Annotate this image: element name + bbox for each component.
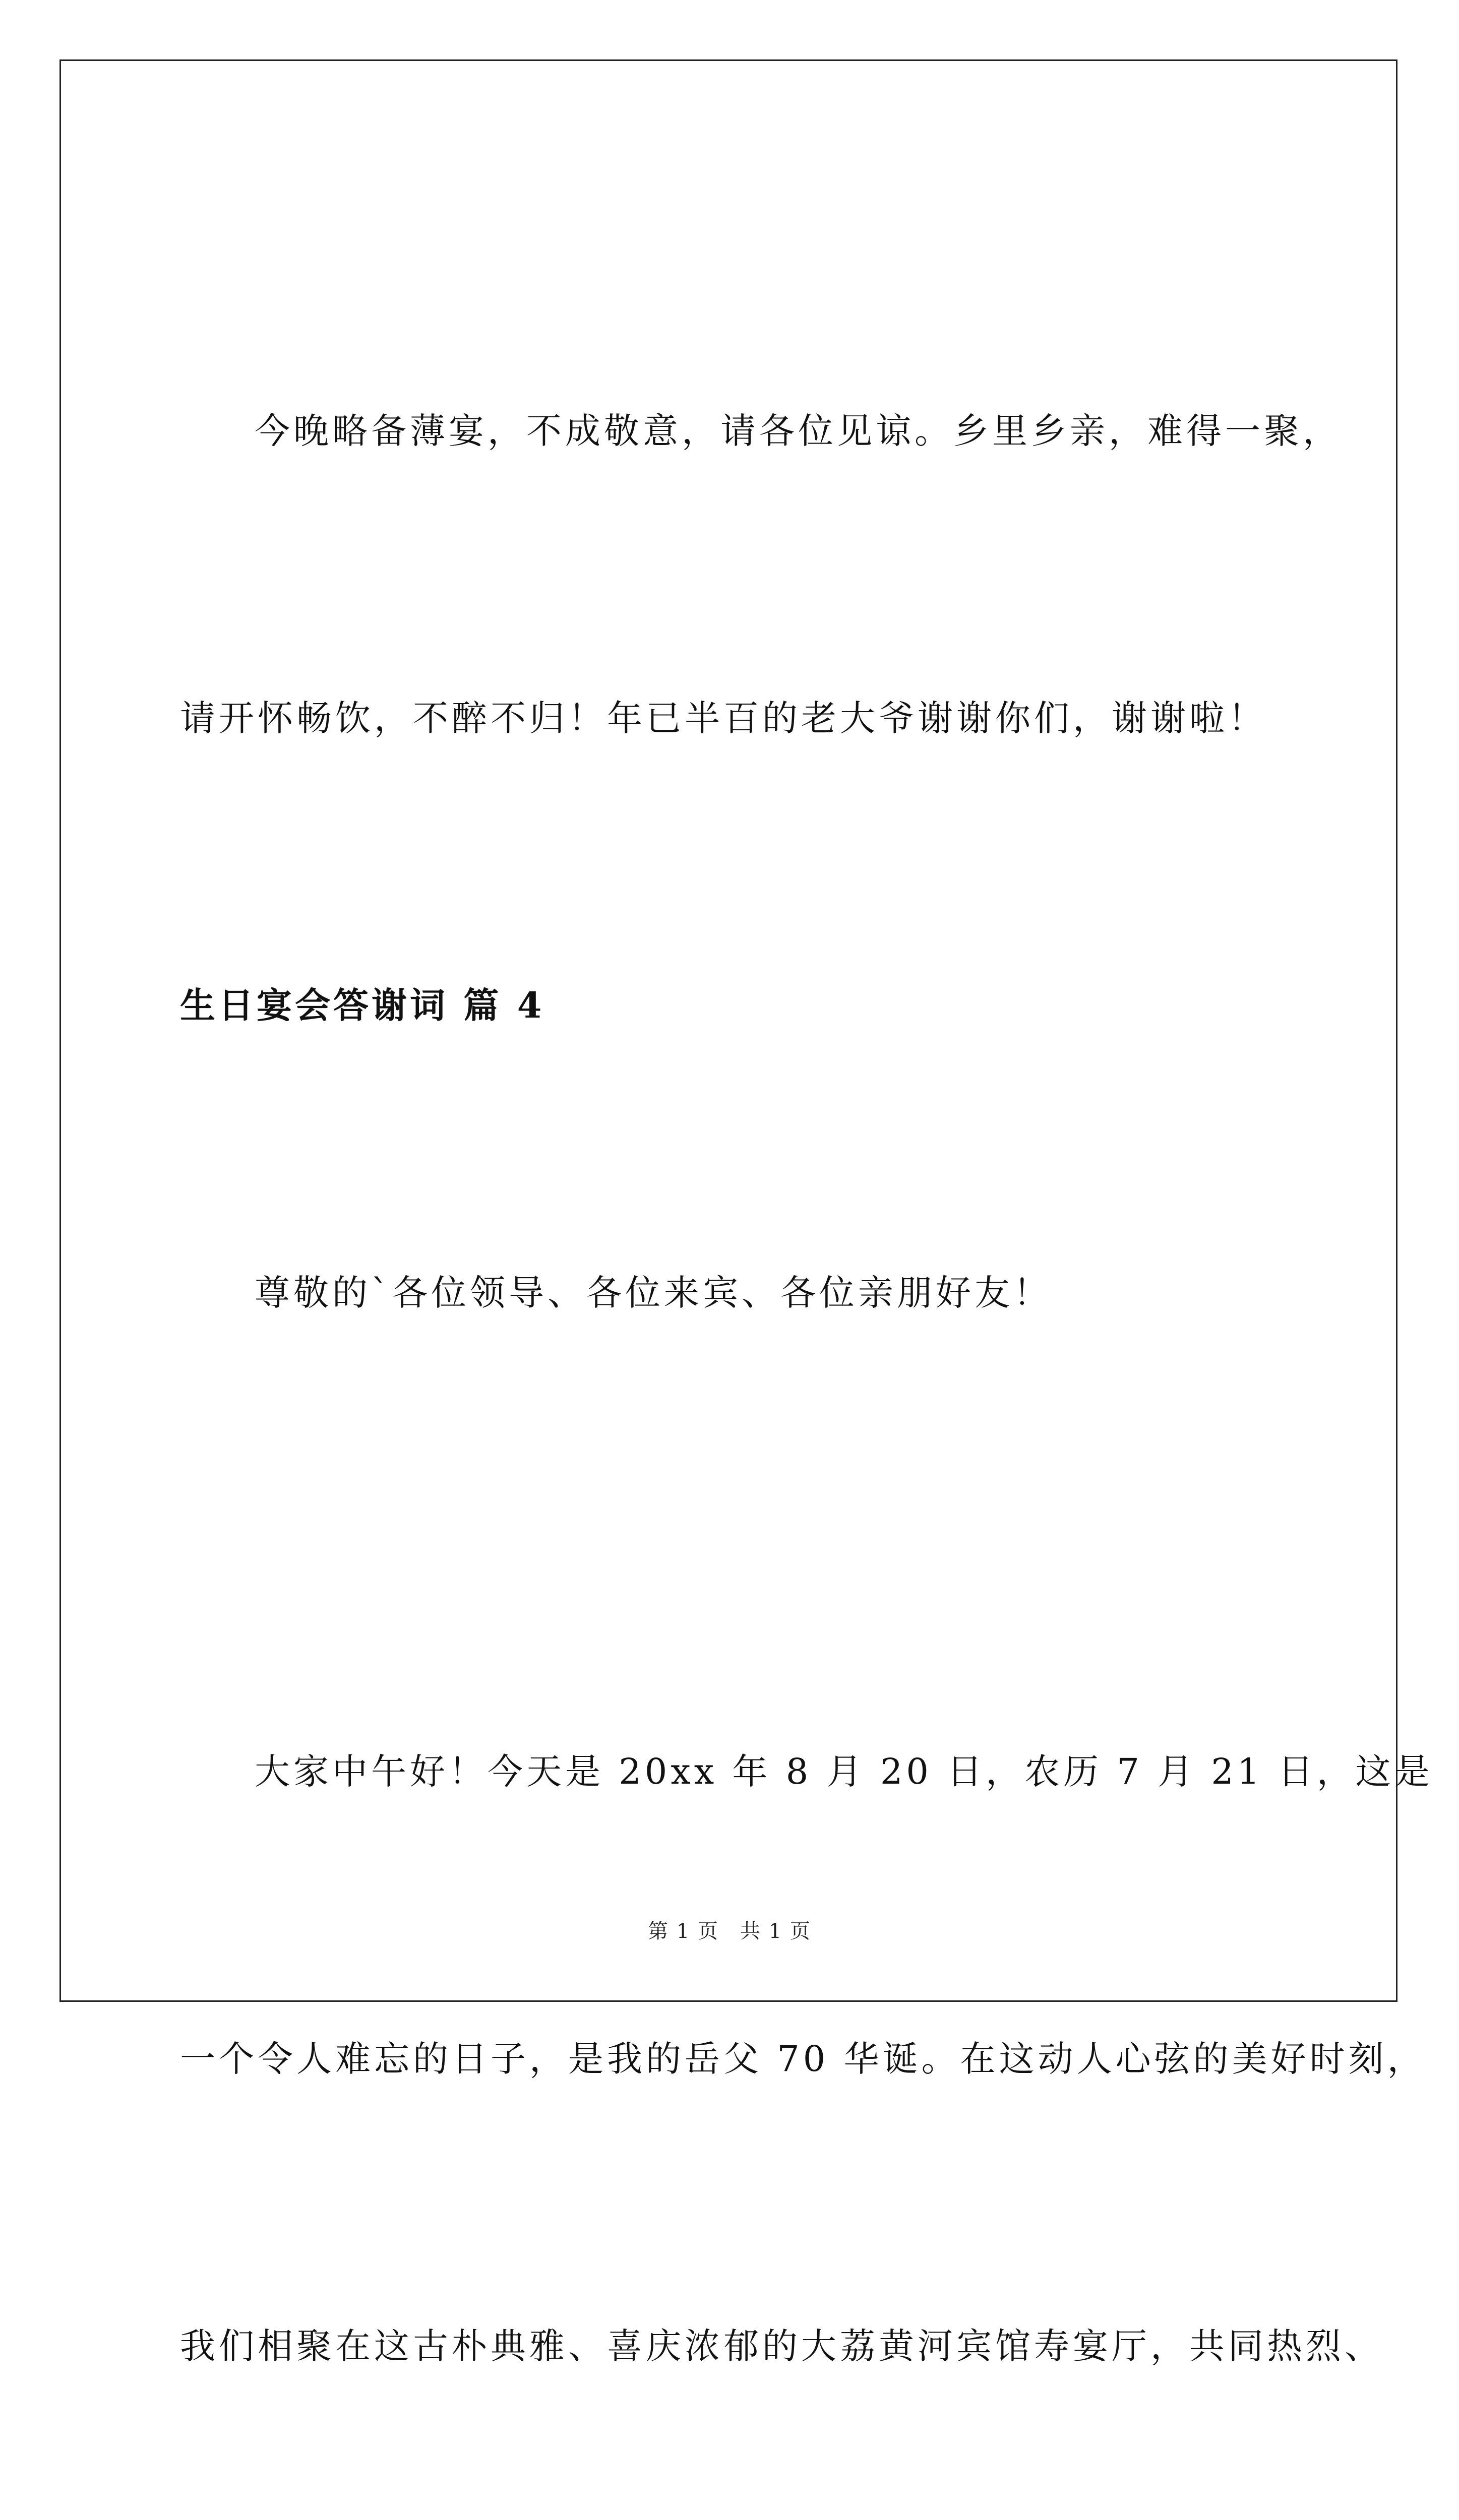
paragraph-salutation	[180, 1053, 1314, 1532]
text-line: 请开怀畅饮，不醉不归！年已半百的老大爷谢谢你们，谢谢啦！	[180, 698, 1267, 739]
paragraph-greeting	[180, 1532, 1433, 2520]
text-line: 尊敬的`各位领导、各位来宾、各位亲朋好友！	[255, 1272, 1052, 1313]
section-heading: 生日宴会答谢词 篇 4	[180, 984, 545, 1026]
text-line: 一个令人难忘的日子，是我的岳父 70 华诞。在这动人心弦的美好时刻，	[180, 2038, 1426, 2080]
text-line: 今晚略备薄宴，不成敬意，请各位见谅。乡里乡亲，难得一聚，	[255, 410, 1342, 452]
text-line: 大家中午好！今天是 20xx 年 8 月 20 日，农历 7 月 21 日，这是	[255, 1751, 1433, 1792]
text-line: 我们相聚在这古朴典雅、喜庆浓郁的大荔黄河宾馆寿宴厅，共同热烈、	[180, 2325, 1383, 2367]
document-body	[180, 192, 1433, 2520]
paragraph-closing-previous	[180, 192, 1342, 958]
page-footer: 第 1 页 共 1 页	[648, 1920, 811, 1943]
